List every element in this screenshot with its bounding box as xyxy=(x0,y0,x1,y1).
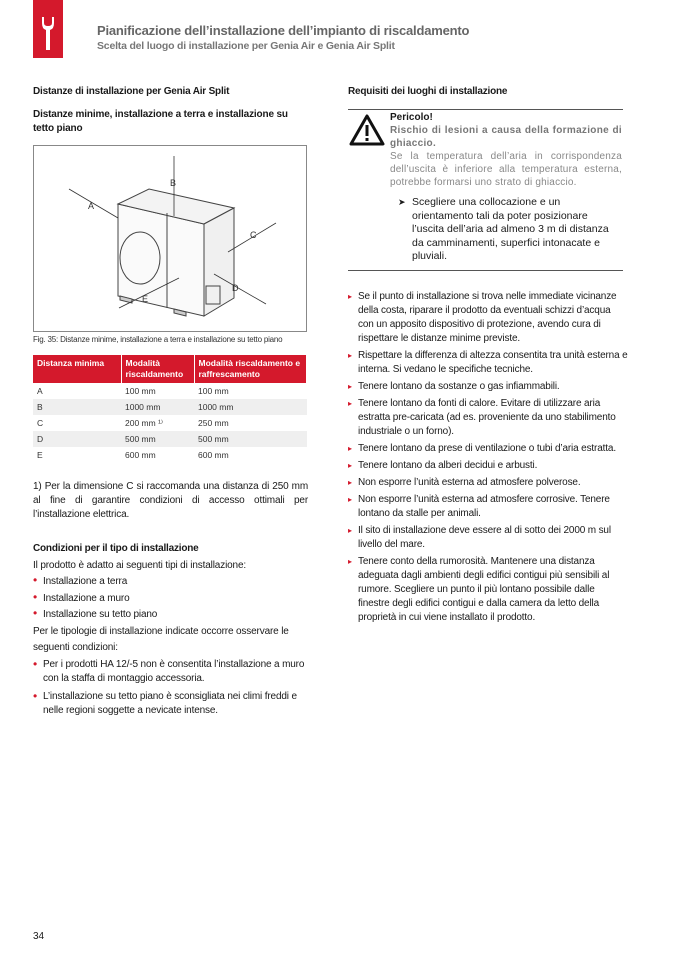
warning-icon xyxy=(349,114,385,149)
cell: C xyxy=(37,418,44,428)
footnote: 1) Per la dimensione C si raccomanda una distanza di 250 mm al fine di garantire condizioni di accesso ottimali per l’installazione elettrica. xyxy=(33,481,308,520)
wrench-icon xyxy=(33,0,63,58)
divider xyxy=(348,270,623,271)
distance-table xyxy=(33,355,307,463)
cell: 250 mm xyxy=(198,418,229,428)
list-item: ▸ Il sito di installazione deve essere al di sotto dei 2000 m sul livello del mare. xyxy=(348,524,628,552)
warning-action xyxy=(398,196,618,264)
cell: 500 mm xyxy=(194,431,307,447)
column-header: Modalità riscaldamento xyxy=(121,355,194,383)
list-item: ▸ Tenere lontano da sostanze o gas infiammabili. xyxy=(348,380,628,394)
list-item: • Installazione su tetto piano xyxy=(33,607,308,624)
warning-body: Se la temperatura dell’aria in corrispondenza dell’uscita è inferiore alla temperatura esterna, potrebbe formarsi uno strato di ghiaccio. xyxy=(390,151,622,188)
conditions-intro: Il prodotto è adatto ai seguenti tipi di installazione: xyxy=(33,559,247,571)
cell: 1000 mm xyxy=(194,399,307,415)
warning-box xyxy=(390,111,622,189)
figure-caption: Fig. 35: Distanze minime, installazione a terra e installazione su tetto piano xyxy=(33,335,283,344)
cell: B xyxy=(33,399,121,415)
warning-subtitle: Rischio di lesioni a causa della formazione di ghiaccio. xyxy=(390,125,622,149)
figure-unit-distances xyxy=(33,145,307,332)
list-item: ▸ Tenere lontano da prese di ventilazione o tubi d’aria estratta. xyxy=(348,442,628,456)
page-number: 34 xyxy=(33,931,45,942)
label-b: B xyxy=(170,178,177,188)
cell: D xyxy=(33,431,121,447)
table-row xyxy=(33,383,307,399)
list-item: ▸ Non esporre l’unità esterna ad atmosfere corrosive. Tenere lontano da stalle per animali. xyxy=(348,493,628,521)
conditions-note: Per le tipologie di installazione indicate occorre osservare le seguenti condizioni: xyxy=(33,625,289,653)
page-subtitle: Scelta del luogo di installazione per Genia Air e Genia Air Split xyxy=(97,40,395,52)
cell: A xyxy=(37,386,43,396)
column-header: Distanza minima xyxy=(33,355,121,383)
cell: 100 mm xyxy=(125,386,156,396)
cell: E xyxy=(37,450,43,460)
divider xyxy=(348,109,623,110)
cell: 500 mm xyxy=(121,431,194,447)
list-item: • L’installazione su tetto piano è sconsigliata nei climi freddi e nelle regioni soggette a nevicate intense. xyxy=(33,690,308,719)
cell: 100 mm xyxy=(198,386,229,396)
list-item: • Installazione a terra xyxy=(33,574,308,591)
label-c: C xyxy=(250,230,257,240)
table-row xyxy=(33,399,307,415)
list-item: ▸ Non esporre l’unità esterna ad atmosfere polverose. xyxy=(348,476,628,490)
conditions-heading: Condizioni per il tipo di installazione xyxy=(33,543,199,554)
label-a: A xyxy=(88,201,95,211)
page-title: Pianificazione dell’installazione dell’impianto di riscaldamento xyxy=(97,23,470,38)
cell: 1000 mm xyxy=(121,399,194,415)
figure-heading: Distanze minime, installazione a terra e installazione su tetto piano xyxy=(33,109,288,134)
cell: 200 mm ¹⁾ xyxy=(125,417,163,428)
label-d: D xyxy=(232,283,239,293)
section-heading: Distanze di installazione per Genia Air Split xyxy=(33,86,230,97)
conditions-section xyxy=(33,541,308,722)
list-item: • Installazione a muro xyxy=(33,591,308,608)
cell: 600 mm xyxy=(198,450,229,460)
label-e: E xyxy=(142,294,149,304)
arrow-icon: ➤ xyxy=(398,197,406,207)
requirements-list xyxy=(348,290,628,628)
cell: 600 mm xyxy=(125,450,156,460)
table-row xyxy=(33,431,307,447)
table-header-row xyxy=(33,355,307,383)
list-item: ▸ Rispettare la differenza di altezza consentita tra unità esterna e interna. Si vedano le specifiche tecniche. xyxy=(348,349,628,377)
table-row xyxy=(33,447,307,463)
requirements-heading: Requisiti dei luoghi di installazione xyxy=(348,86,508,97)
list-item: ▸ Tenere conto della rumorosità. Mantenere una distanza adeguata dagli ambienti degli edifici contigui più sensibili al rumore. Scegliere un punto il più lontano possibile dalle finestre degli edifici contigui e dalla camera da letto della proprietà in cui viene installato il prodotto. xyxy=(348,555,628,625)
warning-action-text: Scegliere una collocazione e un orientamento tali da poter posizionare l’uscita dell’aria ad almeno 3 m di distanza da camminamenti, superfici intonacate e pluviali. xyxy=(412,196,609,262)
list-item: • Per i prodotti HA 12/-5 non è consentita l’installazione a muro con la staffa di montaggio accessoria. xyxy=(33,658,308,687)
list-item: ▸ Se il punto di installazione si trova nelle immediate vicinanze della costa, riparare il prodotto da eventuali schizzi d’acqua con un apposito dispositivo di protezione, avendo cura di rispettare le distanze minime previste. xyxy=(348,290,628,346)
table-row xyxy=(33,415,307,431)
warning-title: Pericolo! xyxy=(390,112,433,123)
list-item: ▸ Tenere lontano da fonti di calore. Evitare di utilizzare aria estratta pre-caricata (ad es. proveniente da uno stabilimento industriale o un forno). xyxy=(348,397,628,439)
list-item: ▸ Tenere lontano da alberi decidui e arbusti. xyxy=(348,459,628,473)
column-header: Modalità riscaldamento e raffrescamento xyxy=(194,355,307,383)
